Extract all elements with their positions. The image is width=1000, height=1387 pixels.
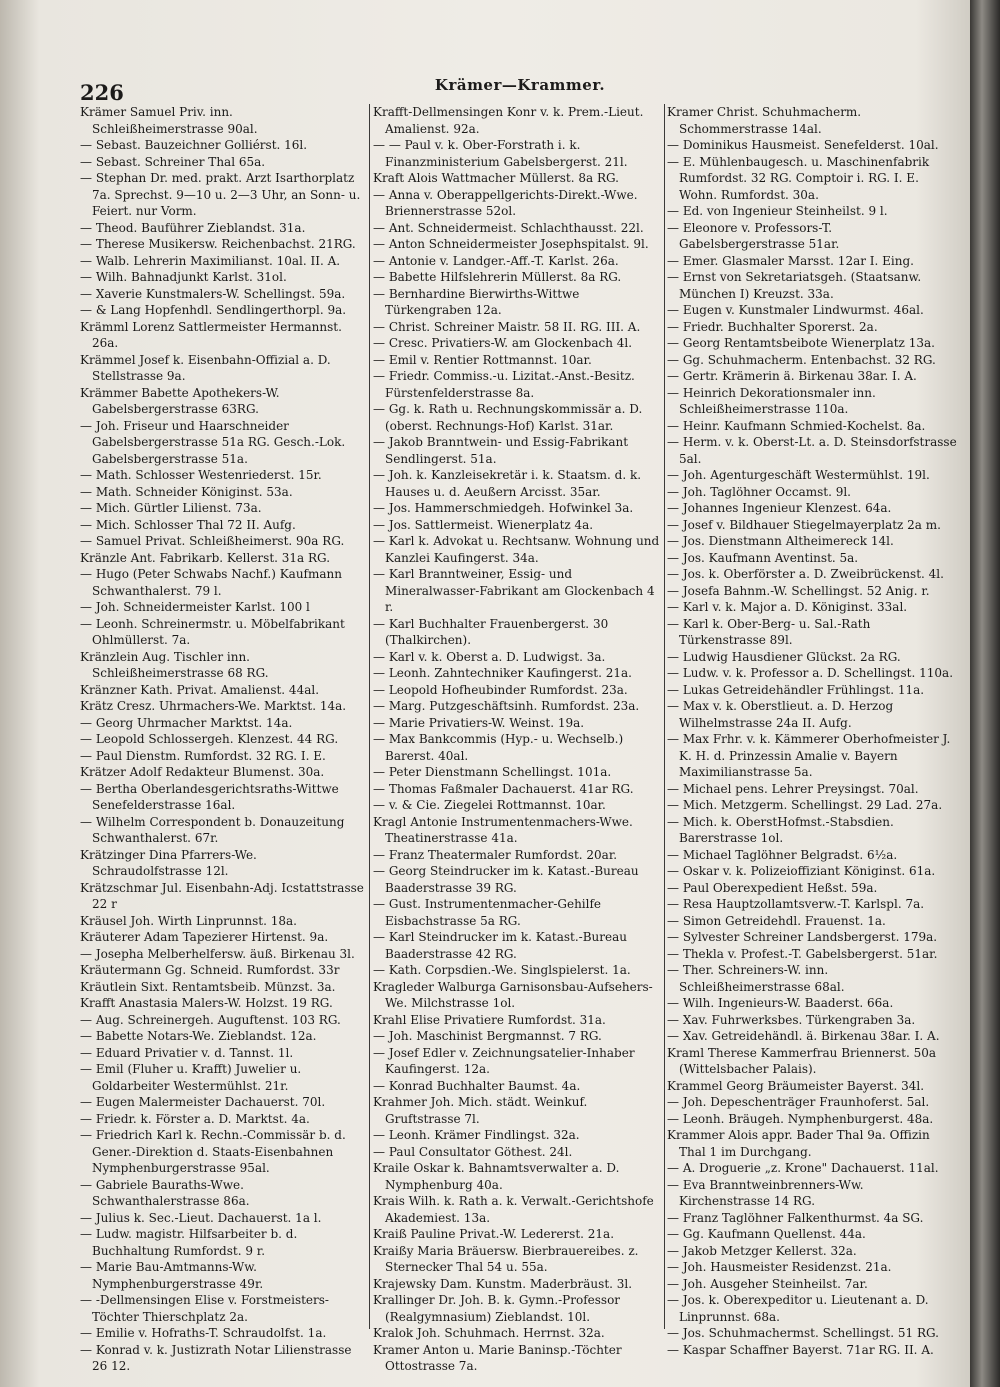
directory-entry: — Paul Dienstm. Rumfordst. 32 RG. I. E.: [80, 748, 326, 763]
directory-entry: — Mich. Gürtler Lilienst. 73a.: [80, 501, 262, 515]
directory-entry: Krajewsky Dam. Kunstm. Maderbräust. 3l.: [373, 1276, 633, 1291]
directory-entry: — Stephan Dr. med. prakt. Arzt Isarthorplatz 7a. Sprechst. 9—10 u. 2—3 Uhr, an Sonn- u. Feiert. nur Vorm.: [80, 171, 361, 218]
directory-entry: Krafft-Dellmensingen Konr v. k. Prem.-Lieut. Amalienst. 92a.: [373, 105, 644, 136]
directory-entry: — Marie Privatiers-W. Weinst. 19a.: [373, 715, 585, 730]
directory-entry: — Karl k. Ober-Berg- u. Sal.-Rath Türkenstrasse 89l.: [667, 616, 871, 647]
directory-entry: — Peter Dienstmann Schellingst. 101a.: [373, 765, 612, 779]
directory-entry: — Sebast. Schreiner Thal 65a.: [80, 154, 266, 169]
directory-entry: — Josef v. Bildhauer Stiegelmayerplatz 2a m.: [667, 517, 941, 532]
directory-entry: — Karl v. k. Oberst a. D. Ludwigst. 3a.: [373, 649, 606, 664]
directory-entry: — Wilh. Ingenieurs-W. Baaderst. 66a.: [667, 996, 894, 1010]
directory-entry: — Jakob Metzger Kellerst. 32a.: [667, 1243, 857, 1258]
directory-entry: — Eduard Privatier v. d. Tannst. 1l.: [80, 1045, 294, 1060]
directory-entry: — Ed. von Ingenieur Steinheilst. 9 l.: [667, 204, 888, 218]
directory-entry: — Michael pens. Lehrer Preysingst. 70al.: [667, 781, 919, 796]
directory-entry: Kraml Therese Kammerfrau Briennerst. 50a (Wittelsbacher Palais).: [667, 1045, 937, 1076]
directory-entry: — Jos. k. Oberexpeditor u. Lieutenant a. D. Linprunnst. 68a.: [667, 1293, 929, 1324]
directory-entry: — Kaspar Schaffner Bayerst. 71ar RG. II. A.: [667, 1342, 934, 1357]
directory-entry: Krätz Cresz. Uhrmachers-We. Marktst. 14a.: [80, 699, 347, 713]
directory-entry: — Sylvester Schreiner Landsbergerst. 179a.: [667, 930, 938, 944]
directory-entry: — Dominikus Hausmeist. Senefelderst. 10al.: [667, 138, 939, 152]
directory-entry: Krammel Georg Bräumeister Bayerst. 34l.: [667, 1078, 925, 1093]
directory-entry: — Mich. Metzgerm. Schellingst. 29 Lad. 27a.: [667, 798, 943, 812]
directory-entry: — Franz Theatermaler Rumfordst. 20ar.: [373, 847, 618, 862]
directory-entry: — Marg. Putzgeschäftsinh. Rumfordst. 23a.: [373, 699, 640, 713]
directory-entry: — Joh. Taglöhner Occamst. 9l.: [667, 484, 851, 499]
directory-entry: Krätzschmar Jul. Eisenbahn-Adj. Icstattstrasse 22 r: [80, 880, 364, 911]
directory-entry: — E. Mühlenbaugesch. u. Maschinenfabrik Rumfordst. 32 RG. Comptoir i. RG. I. E. Wohn. Rumfordst. 30a.: [667, 154, 930, 202]
directory-entry: — Josefa Bahnm.-W. Schellingst. 52 Anig. r.: [667, 583, 930, 598]
directory-entry: Kränzlein Aug. Tischler inn. Schleißheimerstrasse 68 RG.: [80, 649, 269, 680]
column-rule: [664, 104, 665, 1329]
directory-entry: — Eugen v. Kunstmaler Lindwurmst. 46al.: [667, 303, 924, 317]
directory-entry: Krahl Elise Privatiere Rumfordst. 31a.: [373, 1012, 606, 1027]
directory-entry: — Resa Hauptzollamtsverw.-T. Karlspl. 7a.: [667, 897, 925, 911]
directory-entry: — Josepha Melberhelfersw. äuß. Birkenau 3l.: [80, 946, 355, 961]
directory-entry: — Marie Bau-Amtmanns-Ww. Nymphenburgerstrasse 49r.: [80, 1260, 264, 1291]
directory-entry: — Ludw. magistr. Hilfsarbeiter b. d. Buchhaltung Rumfordst. 9 r.: [80, 1227, 298, 1258]
directory-entry: Kräutermann Gg. Schneid. Rumfordst. 33r: [80, 963, 340, 977]
directory-entry: — Bertha Oberlandesgerichtsraths-Wittwe Senefelderstrasse 16al.: [80, 781, 339, 812]
directory-entry: — Emilie v. Hofraths-T. Schraudolfst. 1a.: [80, 1326, 327, 1340]
directory-entry: — Thomas Faßmaler Dachauerst. 41ar RG.: [373, 781, 634, 796]
directory-entry: Kralok Joh. Schuhmach. Herrnst. 32a.: [373, 1326, 605, 1340]
directory-entry: — Christ. Schreiner Maistr. 58 II. RG. III. A.: [373, 319, 641, 334]
directory-entry: — Friedr. Buchhalter Sporerst. 2a.: [667, 319, 878, 334]
directory-entry: — Gg. Schuhmacherm. Entenbachst. 32 RG.: [667, 352, 936, 367]
directory-entry: — Friedr. k. Förster a. D. Marktst. 4a.: [80, 1111, 310, 1126]
column-rule: [369, 104, 370, 1329]
directory-entry: — Heinrich Dekorationsmaler inn. Schleißheimerstrasse 110a.: [667, 385, 876, 416]
directory-entry: Krämmel Josef k. Eisenbahn-Offizial a. D. Stellstrasse 9a.: [80, 352, 331, 383]
directory-entry: Krämml Lorenz Sattlermeister Hermannst. 26a.: [80, 319, 342, 350]
directory-entry: — Sebast. Bauzeichner Golliérst. 16l.: [80, 138, 308, 152]
directory-entry: — & Lang Hopfenhdl. Sendlingerthorpl. 9a.: [80, 303, 347, 317]
directory-entry: — v. & Cie. Ziegelei Rottmannst. 10ar.: [373, 798, 606, 812]
directory-entry: — Babette Notars-We. Zieblandst. 12a.: [80, 1029, 317, 1043]
directory-entry: — Leonh. Krämer Findlingst. 32a.: [373, 1128, 580, 1142]
directory-entry: — Ludw. v. k. Professor a. D. Schellingst. 110a.: [667, 666, 954, 680]
directory-entry: — Friedrich Karl k. Rechn.-Commissär b. d. Gener.-Direktion d. Staats-Eisenbahnen Nymphenburgerstrasse 95al.: [80, 1128, 346, 1175]
directory-entry: Kramer Christ. Schuhmacherm. Schommerstrasse 14al.: [667, 105, 862, 136]
directory-entry: — Emer. Glasmaler Marsst. 12ar I. Eing.: [667, 253, 914, 268]
directory-entry: — Michael Taglöhner Belgradst. 6½a.: [667, 847, 898, 862]
directory-entry: — Aug. Schreinergeh. Auguftenst. 103 RG.: [80, 1012, 341, 1027]
directory-entry: — Oskar v. k. Polizeioffiziant Königinst. 61a.: [667, 864, 936, 878]
directory-entry: — Ernst von Sekretariatsgeh. (Staatsanw. München I) Kreuzst. 33a.: [667, 270, 922, 301]
directory-entry: — Math. Schlosser Westenriederst. 15r.: [80, 468, 322, 482]
directory-entry: — Karl Branntweiner, Essig- und Mineralwasser-Fabrikant am Glockenbach 4 r.: [373, 567, 655, 614]
directory-entry: — — Paul v. k. Ober-Forstrath i. k. Finanzministerium Gabelsbergerst. 21l.: [373, 138, 628, 169]
directory-entry: — Wilh. Bahnadjunkt Karlst. 31ol.: [80, 270, 287, 284]
directory-entry: — Herm. v. k. Oberst-Lt. a. D. Steinsdorfstrasse 5al.: [667, 435, 957, 466]
directory-entry: — Gertr. Krämerin ä. Birkenau 38ar. I. A.: [667, 369, 917, 383]
directory-entry: Kramer Anton u. Marie Baninsp.-Töchter Ottostrasse 7a.: [373, 1342, 622, 1373]
directory-entry: Kräutlein Sixt. Rentamtsbeib. Münzst. 3a.: [80, 979, 336, 994]
directory-entry: — Karl Steindrucker im k. Katast.-Bureau Baaderstrasse 42 RG.: [373, 930, 627, 961]
directory-entry: — Friedr. Commiss.-u. Lizitat.-Anst.-Besitz. Fürstenfelderstrasse 8a.: [373, 369, 635, 400]
directory-entry: — Eleonore v. Professors-T. Gabelsbergerstrasse 51ar.: [667, 220, 840, 251]
directory-entry: — Joh. k. Kanzleisekretär i. k. Staatsm. d. k. Hauses u. d. Aeußern Arcisst. 35ar.: [373, 468, 642, 499]
column-3: [667, 104, 957, 1357]
directory-entry: Kräusel Joh. Wirth Linprunnst. 18a.: [80, 913, 297, 928]
directory-entry: — Jos. Sattlermeist. Wienerplatz 4a.: [373, 517, 594, 532]
page-number: 226: [80, 80, 124, 105]
directory-entry: — Georg Steindrucker im k. Katast.-Bureau Baaderstrasse 39 RG.: [373, 864, 639, 895]
directory-entry: Kragl Antonie Instrumentenmachers-Wwe. Theatinerstrasse 41a.: [373, 814, 633, 845]
directory-entry: — Joh. Depeschenträger Fraunhoferst. 5al.: [667, 1095, 930, 1109]
directory-entry: — Xaverie Kunstmalers-W. Schellingst. 59a.: [80, 286, 346, 301]
directory-entry: — Theod. Bauführer Zieblandst. 31a.: [80, 220, 306, 235]
directory-entry: — Joh. Maschinist Bergmannst. 7 RG.: [373, 1029, 602, 1043]
directory-entry: — Julius k. Sec.-Lieut. Dachauerst. 1a l.: [80, 1210, 322, 1225]
directory-entry: — Walb. Lehrerin Maximilianst. 10al. II. A.: [80, 253, 341, 268]
directory-entry: — Wilhelm Correspondent b. Donauzeitung Schwanthalerst. 67r.: [80, 814, 345, 845]
directory-entry: — Joh. Hausmeister Residenzst. 21a.: [667, 1260, 892, 1274]
directory-entry: — Johannes Ingenieur Klenzest. 64a.: [667, 501, 892, 515]
directory-entry: — Cresc. Privatiers-W. am Glockenbach 4l.: [373, 336, 633, 350]
directory-entry: — -Dellmensingen Elise v. Forstmeisters-Töchter Thierschplatz 2a.: [80, 1293, 329, 1324]
directory-entry: — Heinr. Kaufmann Schmied-Kochelst. 8a.: [667, 418, 926, 433]
directory-entry: — Joh. Ausgeher Steinheilst. 7ar.: [667, 1276, 868, 1291]
directory-entry: — Mich. k. OberstHofmst.-Stabsdien. Barerstrasse 1ol.: [667, 814, 894, 845]
directory-entry: — Karl k. Advokat u. Rechtsanw. Wohnung und Kanzlei Kaufingerst. 34a.: [373, 534, 660, 565]
directory-entry: — Max Frhr. v. k. Kämmerer Oberhofmeister J. K. H. d. Prinzessin Amalie v. Bayern Maximilianstrasse 5a.: [667, 732, 951, 779]
directory-entry: — Konrad Buchhalter Baumst. 4a.: [373, 1078, 581, 1093]
directory-entry: — Antonie v. Landger.-Aff.-T. Karlst. 26a.: [373, 253, 619, 268]
directory-entry: — Mich. Schlosser Thal 72 II. Aufg.: [80, 517, 296, 532]
directory-entry: — Ludwig Hausdiener Glückst. 2a RG.: [667, 649, 901, 664]
directory-entry: — Jos. k. Oberförster a. D. Zweibrückenst. 4l.: [667, 567, 944, 581]
directory-entry: — Xav. Fuhrwerksbes. Türkengraben 3a.: [667, 1012, 916, 1027]
directory-entry: — Jakob Branntwein- und Essig-Fabrikant Sendlingerst. 51a.: [373, 435, 629, 466]
directory-entry: — Xav. Getreidehändl. ä. Birkenau 38ar. I. A.: [667, 1029, 940, 1043]
directory-entry: — Therese Musikersw. Reichenbachst. 21RG.: [80, 237, 356, 251]
directory-entry: Kraile Oskar k. Bahnamtsverwalter a. D. Nymphenburg 40a.: [373, 1161, 620, 1192]
directory-entry: Krätzinger Dina Pfarrers-We. Schraudolfstrasse 12l.: [80, 847, 257, 878]
directory-entry: — Joh. Schneidermeister Karlst. 100 l: [80, 600, 310, 614]
directory-entry: — Hugo (Peter Schwabs Nachf.) Kaufmann Schwanthalerst. 79 l.: [80, 567, 342, 598]
directory-entry: Krammer Alois appr. Bader Thal 9a. Offizin Thal 1 im Durchgang.: [667, 1128, 930, 1159]
directory-entry: Kraißy Maria Bräuersw. Bierbrauereibes. z. Sternecker Thal 54 u. 55a.: [373, 1243, 639, 1274]
directory-entry: — Anna v. Oberappellgerichts-Direkt.-Wwe. Briennerstrasse 52ol.: [373, 187, 638, 218]
directory-entry: — Leonh. Schreinermstr. u. Möbelfabrikant Ohlmüllerst. 7a.: [80, 616, 345, 647]
directory-entry: — Joh. Agenturgeschäft Westermühlst. 19l.: [667, 468, 930, 482]
directory-entry: — Leopold Hofheubinder Rumfordst. 23a.: [373, 682, 628, 697]
directory-entry: — Thekla v. Profest.-T. Gabelsbergerst. 51ar.: [667, 946, 938, 961]
directory-entry: Krätzer Adolf Redakteur Blumenst. 30a.: [80, 765, 325, 779]
directory-entry: — Konrad v. k. Justizrath Notar Lilienstrasse 26 12.: [80, 1342, 352, 1373]
directory-entry: — Eugen Malermeister Dachauerst. 70l.: [80, 1095, 326, 1109]
directory-entry: — Joh. Friseur und Haarschneider Gabelsbergerstrasse 51a RG. Gesch.-Lok. Gabelsbergerstrasse 51a.: [80, 418, 346, 466]
directory-entry: — Gg. Kaufmann Quellenst. 44a.: [667, 1227, 866, 1241]
directory-entry: — Franz Taglöhner Falkenthurmst. 4a SG.: [667, 1210, 924, 1225]
directory-entry: Kraiß Pauline Privat.-W. Ledererst. 21a.: [373, 1227, 615, 1241]
directory-entry: — Leonh. Bräugeh. Nymphenburgerst. 48a.: [667, 1111, 934, 1126]
directory-entry: — Babette Hilfslehrerin Müllerst. 8a RG.: [373, 270, 622, 284]
directory-entry: Kränzner Kath. Privat. Amalienst. 44al.: [80, 682, 320, 697]
directory-entry: Kraft Alois Wattmacher Müllerst. 8a RG.: [373, 171, 619, 185]
directory-entry: — Samuel Privat. Schleißheimerst. 90a RG.: [80, 534, 345, 548]
directory-entry: — Gg. k. Rath u. Rechnungskommissär a. D. (oberst. Rechnungs-Hof) Karlst. 31ar.: [373, 402, 643, 433]
directory-entry: — Jos. Schuhmachermst. Schellingst. 51 RG.: [667, 1326, 939, 1340]
directory-entry: — Max v. k. Oberstlieut. a. D. Herzog Wilhelmstrasse 24a II. Aufg.: [667, 699, 894, 730]
directory-entry: — Paul Oberexpedient Heßst. 59a.: [667, 880, 878, 895]
directory-entry: — Leonh. Zahntechniker Kaufingerst. 21a.: [373, 666, 632, 680]
directory-entry: — Leopold Schlossergeh. Klenzest. 44 RG.: [80, 732, 339, 746]
directory-entry: — Anton Schneidermeister Josephspitalst. 9l.: [373, 237, 649, 251]
book-spine: [970, 0, 1000, 1387]
directory-entry: — Eva Branntweinbrenners-Ww. Kirchenstrasse 14 RG.: [667, 1177, 864, 1208]
column-1: [80, 104, 367, 1373]
directory-entry: Krais Wilh. k. Rath a. k. Verwalt.-Gerichtshofe Akademiest. 13a.: [373, 1194, 654, 1225]
directory-entry: — Max Bankcommis (Hyp.- u. Wechselb.) Barerst. 40al.: [373, 732, 624, 763]
directory-entry: — Georg Uhrmacher Marktst. 14a.: [80, 715, 293, 730]
directory-entry: Krämer Samuel Priv. inn. Schleißheimerstrasse 90al.: [80, 105, 258, 136]
directory-entry: — Karl Buchhalter Frauenbergerst. 30 (Thalkirchen).: [373, 616, 609, 647]
column-2: [373, 104, 661, 1373]
page-header: [80, 74, 960, 104]
directory-entry: — Bernhardine Bierwirths-Wittwe Türkengraben 12a.: [373, 286, 580, 317]
directory-entry: Krahmer Joh. Mich. städt. Weinkuf. Gruftstrasse 7l.: [373, 1095, 588, 1126]
directory-entry: — Karl v. k. Major a. D. Königinst. 33al.: [667, 600, 908, 614]
directory-entry: — Ther. Schreiners-W. inn. Schleißheimerstrasse 68al.: [667, 963, 845, 994]
directory-entry: — Simon Getreidehdl. Frauenst. 1a.: [667, 913, 886, 928]
directory-entry: Kräuterer Adam Tapezierer Hirtenst. 9a.: [80, 930, 329, 944]
directory-entry: Krafft Anastasia Malers-W. Holzst. 19 RG.: [80, 996, 333, 1010]
running-head: Krämer—Krammer.: [434, 76, 606, 94]
directory-entry: Krämmer Babette Apothekers-W. Gabelsbergerstrasse 63RG.: [80, 385, 280, 416]
directory-entry: — Jos. Kaufmann Aventinst. 5a.: [667, 550, 859, 565]
directory-entry: — Gust. Instrumentenmacher-Gehilfe Eisbachstrasse 5a RG.: [373, 897, 602, 928]
directory-entry: — Gabriele Bauraths-Wwe. Schwanthalerstrasse 86a.: [80, 1177, 250, 1208]
directory-entry: — Kath. Corpsdien.-We. Singlspielerst. 1a.: [373, 963, 631, 977]
directory-entry: Krallinger Dr. Joh. B. k. Gymn.-Professor (Realgymnasium) Zieblandst. 10l.: [373, 1293, 621, 1324]
directory-entry: — Georg Rentamtsbeibote Wienerplatz 13a.: [667, 336, 935, 350]
directory-entry: — Josef Edler v. Zeichnungsatelier-Inhaber Kaufingerst. 12a.: [373, 1045, 635, 1076]
directory-entry: — Lukas Getreidehändler Frühlingst. 11a.: [667, 682, 925, 697]
directory-entry: — A. Droguerie „z. Krone" Dachauerst. 11al.: [667, 1161, 939, 1175]
directory-entry: — Jos. Dienstmann Altheimereck 14l.: [667, 534, 894, 548]
directory-entry: — Emil (Fluher u. Krafft) Juwelier u. Goldarbeiter Westermühlst. 21r.: [80, 1062, 302, 1093]
directory-entry: Kragleder Walburga Garnisonsbau-Aufsehers-We. Milchstrasse 1ol.: [373, 979, 653, 1010]
directory-entry: — Ant. Schneidermeist. Schlachthausst. 22l.: [373, 220, 644, 235]
directory-entry: Kränzle Ant. Fabrikarb. Kellerst. 31a RG.: [80, 550, 331, 565]
directory-entry: — Emil v. Rentier Rottmannst. 10ar.: [373, 352, 592, 367]
directory-entry: — Math. Schneider Königinst. 53a.: [80, 484, 293, 499]
directory-entry: — Paul Consultator Göthest. 24l.: [373, 1144, 573, 1159]
directory-entry: — Jos. Hammerschmiedgeh. Hofwinkel 3a.: [373, 501, 634, 515]
